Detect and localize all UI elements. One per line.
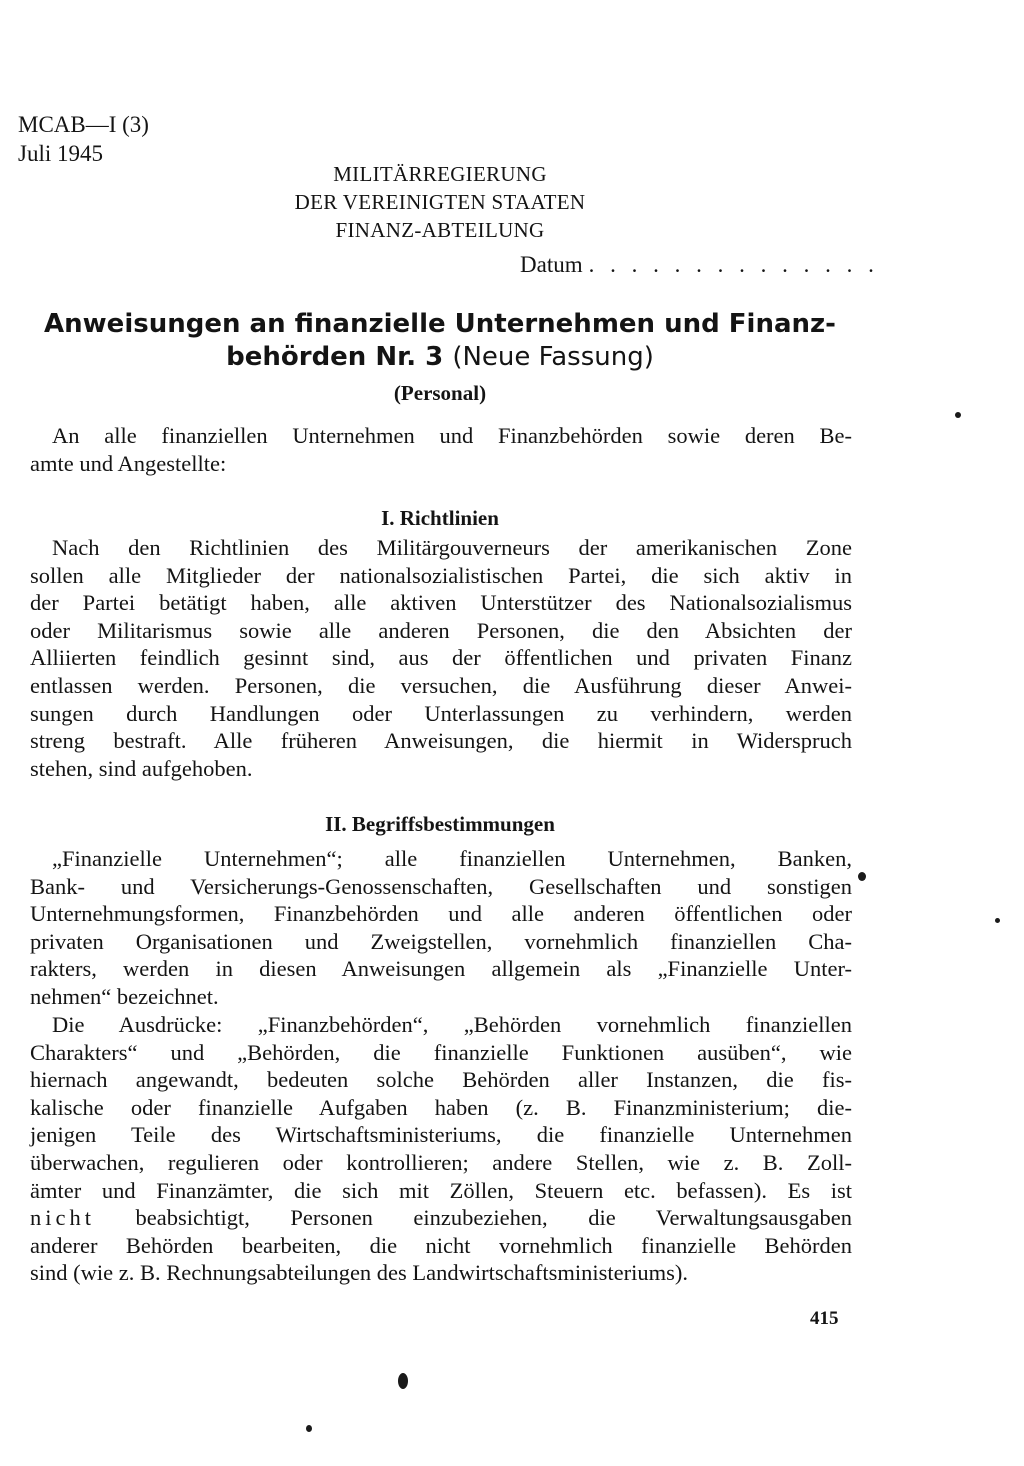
text-line: sollen alle Mitglieder der nationalsozialistischen Partei, die sich aktiv in bbox=[30, 562, 852, 588]
datum-field bbox=[520, 252, 879, 278]
text-line: anderer Behörden bearbeiten, die nicht vornehmlich finanzielle Behörden bbox=[30, 1232, 852, 1258]
ink-speck bbox=[306, 1425, 312, 1432]
document-subtitle: (Personal) bbox=[393, 381, 487, 405]
text-line: rakters, werden in diesen Anweisungen allgemein als „Finanzielle Unter- bbox=[30, 956, 852, 982]
text-line: sungen durch Handlungen oder Unterlassungen zu verhindern, werden bbox=[30, 700, 852, 726]
text-line: entlassen werden. Personen, die versuchen, die Ausführung dieser Anwei- bbox=[30, 672, 852, 698]
section-begriffe-paragraph-2 bbox=[30, 1011, 852, 1287]
text-line: Unternehmungsformen, Finanzbehörden und alle anderen öffentlichen oder bbox=[30, 901, 852, 927]
text-line: Bank- und Versicherungs-Genossenschaften, Gesellschaften und sonstigen bbox=[30, 873, 852, 899]
text-line: Nach den Richtlinien des Militärgouverneurs der amerikanischen Zone bbox=[52, 535, 852, 560]
title-line-2-version: (Neue Fassung) bbox=[452, 342, 654, 372]
text-line: sind (wie z. B. Rechnungsabteilungen des Landwirtschaftsministeriums). bbox=[30, 1260, 688, 1286]
text-line: Alliierten feindlich gesinnt sind, aus der öffentlichen und privaten Finanz bbox=[30, 645, 852, 671]
section-heading-richtlinien: I. Richtlinien bbox=[381, 506, 499, 530]
reference-code: MCAB—I (3) bbox=[18, 112, 149, 137]
ink-speck bbox=[398, 1373, 408, 1389]
section-begriffe-paragraph-1 bbox=[30, 845, 852, 1011]
reference-block bbox=[18, 110, 149, 168]
ink-speck bbox=[858, 872, 866, 881]
datum-dots: . . . . . . . . . . . . . . bbox=[588, 252, 879, 277]
text-line: kalische oder finanzielle Aufgaben haben (z. B. Finanzministerium; die- bbox=[30, 1094, 852, 1120]
section-richtlinien-paragraph bbox=[30, 534, 852, 782]
page-number: 415 bbox=[810, 1308, 839, 1329]
ink-speck bbox=[995, 918, 1000, 923]
authority-line: MILITÄRREGIERUNG bbox=[333, 162, 547, 186]
intro-paragraph bbox=[30, 422, 852, 477]
text-fragment: beabsichtigt, Personen einzubeziehen, die Verwaltungsausgaben bbox=[95, 1205, 852, 1231]
authority-line: DER VEREINIGTEN STAATEN bbox=[294, 190, 586, 214]
text-line: Die Ausdrücke: „Finanzbehörden“, „Behörden vornehmlich finanziellen bbox=[52, 1012, 852, 1037]
text-line: überwachen, regulieren oder kontrollieren; andere Stellen, wie z. B. Zoll- bbox=[30, 1149, 852, 1175]
issuing-authority bbox=[230, 160, 650, 244]
emphasized-word: nicht bbox=[30, 1205, 95, 1231]
title-line-1: Anweisungen an finanzielle Unternehmen und Finanz- bbox=[44, 309, 836, 339]
text-line: amte und Angestellte: bbox=[30, 450, 227, 476]
title-line-2 bbox=[40, 341, 840, 374]
document-date: Juli 1945 bbox=[18, 141, 103, 166]
text-line: stehen, sind aufgehoben. bbox=[30, 755, 253, 781]
text-line: nehmen“ bezeichnet. bbox=[30, 983, 219, 1009]
text-line: ämter und Finanzämter, die sich mit Zöllen, Steuern etc. befassen). Es ist bbox=[30, 1177, 852, 1203]
text-line: privaten Organisationen und Zweigstellen, vornehmlich finanziellen Cha- bbox=[30, 928, 852, 954]
title-line-2-bold: behörden Nr. 3 bbox=[226, 342, 444, 372]
text-line: oder Militarismus sowie alle anderen Personen, die den Absichten der bbox=[30, 617, 852, 643]
datum-label: Datum bbox=[520, 252, 583, 277]
text-line bbox=[30, 1204, 852, 1232]
authority-line: FINANZ-ABTEILUNG bbox=[335, 218, 545, 242]
document-title bbox=[40, 308, 840, 374]
text-line: streng bestraft. Alle früheren Anweisungen, die hiermit in Widerspruch bbox=[30, 728, 852, 754]
text-line: der Partei betätigt haben, alle aktiven Unterstützer des Nationalsozialismus bbox=[30, 590, 852, 616]
text-line: jenigen Teile des Wirtschaftsministeriums, die finanzielle Unternehmen bbox=[30, 1122, 852, 1148]
section-heading-begriffsbestimmungen: II. Begriffsbestimmungen bbox=[325, 812, 555, 836]
text-line: hiernach angewandt, bedeuten solche Behörden aller Instanzen, die fis- bbox=[30, 1067, 852, 1093]
text-line: Charakters“ und „Behörden, die finanzielle Funktionen ausüben“, wie bbox=[30, 1039, 852, 1065]
text-line: „Finanzielle Unternehmen“; alle finanziellen Unternehmen, Banken, bbox=[52, 846, 852, 871]
ink-speck bbox=[955, 412, 961, 418]
text-line: An alle finanziellen Unternehmen und Finanzbehörden sowie deren Be- bbox=[52, 423, 852, 448]
